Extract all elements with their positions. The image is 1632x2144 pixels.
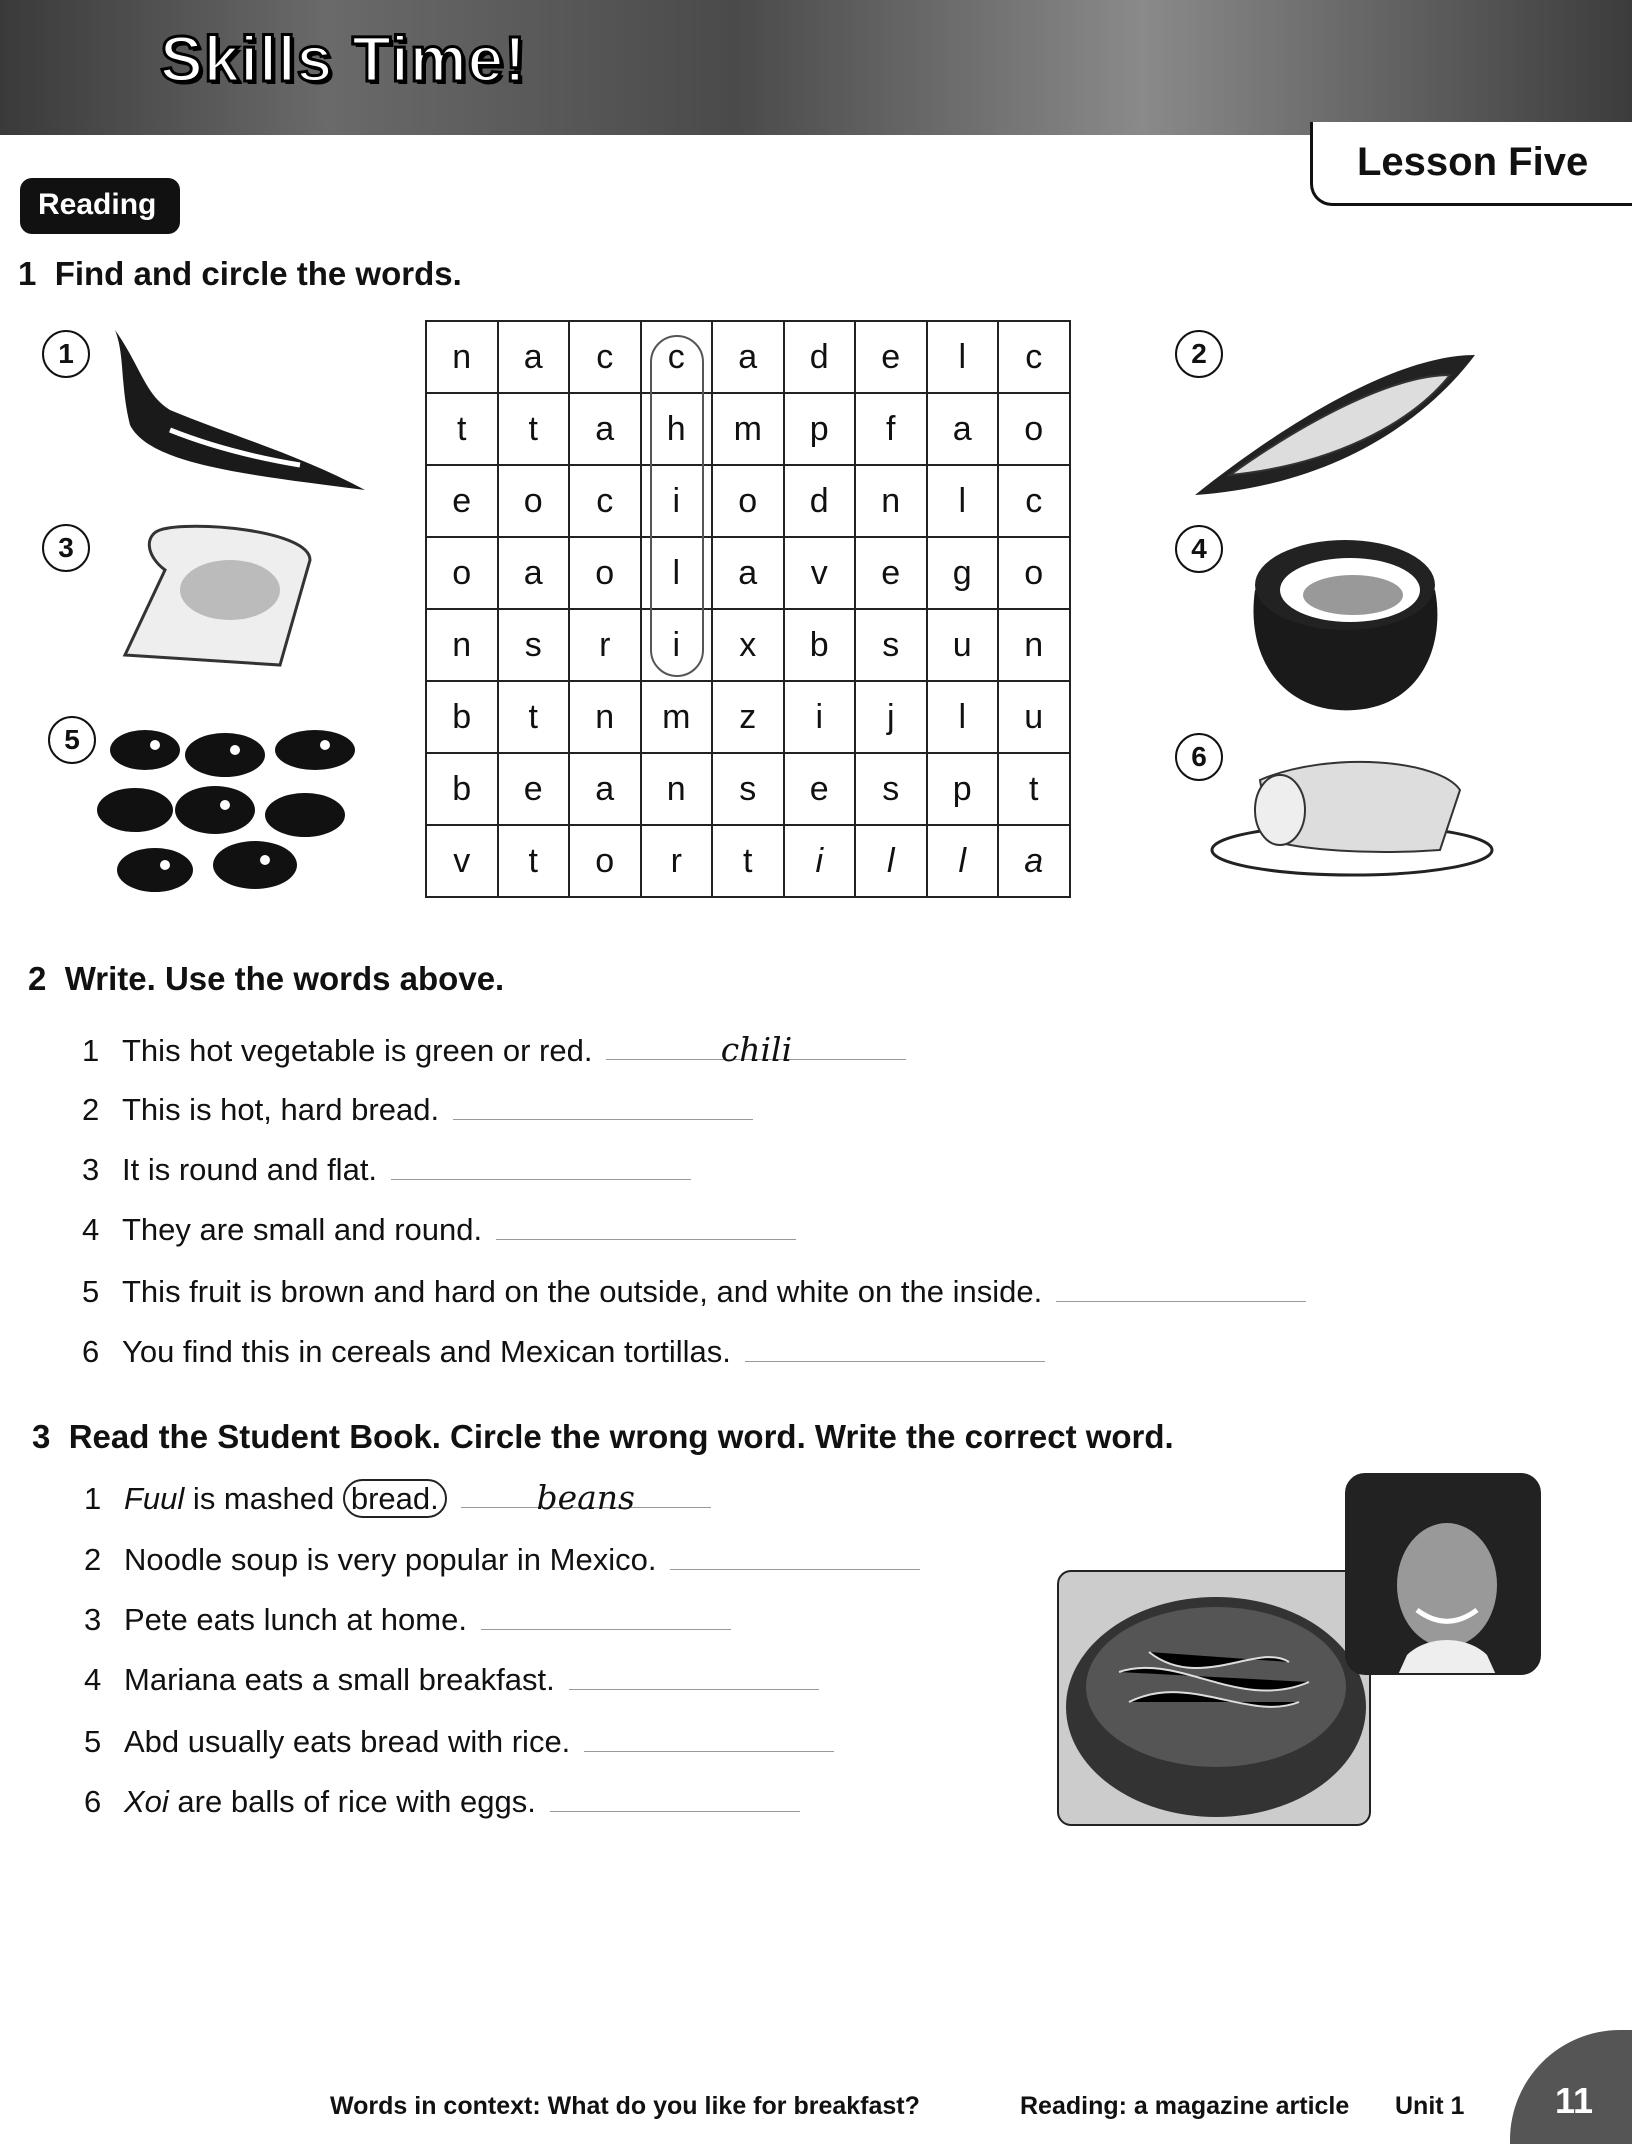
circled-wrong-word[interactable]: bread. — [343, 1479, 447, 1518]
picture-number: 1 — [42, 330, 90, 378]
question-text: This fruit is brown and hard on the outside, and white on the inside. — [122, 1274, 1043, 1309]
exercise3-heading — [32, 1418, 1174, 1456]
page-number: 11 — [1510, 2030, 1632, 2144]
question-number: 3 — [84, 1602, 102, 1637]
grid-cell[interactable]: n — [855, 465, 927, 537]
tortilla-icon — [1210, 740, 1495, 880]
question-item — [82, 1210, 796, 1248]
question-text: You find this in cereals and Mexican tortillas. — [122, 1334, 731, 1369]
grid-cell[interactable]: o — [998, 393, 1070, 465]
grid-cell[interactable]: t — [712, 825, 784, 897]
question-text: They are small and round. — [122, 1212, 483, 1247]
question-number: 3 — [82, 1152, 100, 1187]
grid-cell[interactable]: i — [784, 825, 856, 897]
exercise1-heading — [18, 255, 462, 293]
grid-cell[interactable]: c — [569, 465, 641, 537]
exercise-instruction: Find and circle the words. — [54, 255, 462, 292]
grid-cell[interactable]: l — [927, 825, 999, 897]
question-text: It is round and flat. — [122, 1152, 378, 1187]
question-text: Pete eats lunch at home. — [124, 1602, 467, 1637]
grid-cell[interactable]: n — [998, 609, 1070, 681]
grid-cell[interactable]: c — [569, 321, 641, 393]
exercise-number: 2 — [28, 960, 47, 997]
grid-cell[interactable]: o — [998, 537, 1070, 609]
grid-cell[interactable]: f — [855, 393, 927, 465]
question-item — [84, 1600, 731, 1638]
answer-field[interactable] — [584, 1722, 834, 1752]
grid-cell[interactable]: n — [569, 681, 641, 753]
grid-cell[interactable]: i — [641, 609, 713, 681]
chili-pepper-icon — [100, 325, 375, 505]
answer-field[interactable] — [569, 1660, 819, 1690]
answer-field[interactable] — [481, 1600, 731, 1630]
grid-cell[interactable]: c — [998, 321, 1070, 393]
grid-cell[interactable]: a — [998, 825, 1070, 897]
lesson-tab: Lesson Five — [1310, 122, 1632, 206]
grid-cell[interactable]: t — [498, 825, 570, 897]
grid-cell[interactable]: g — [927, 537, 999, 609]
grid-cell[interactable]: a — [498, 321, 570, 393]
footer-context: Words in context: What do you like for breakfast? — [330, 2092, 920, 2120]
coconut-icon — [1245, 530, 1445, 715]
page-title: Skills Time! — [160, 23, 527, 95]
grid-cell[interactable]: n — [426, 609, 498, 681]
question-text: Mariana eats a small breakfast. — [124, 1662, 555, 1697]
grid-cell[interactable]: u — [998, 681, 1070, 753]
grid-cell[interactable]: a — [712, 321, 784, 393]
grid-cell[interactable]: e — [855, 321, 927, 393]
question-item — [82, 1150, 691, 1188]
question-text: is mashed — [184, 1481, 343, 1516]
grid-cell[interactable]: z — [712, 681, 784, 753]
grid-cell[interactable]: a — [927, 393, 999, 465]
grid-cell[interactable]: c — [641, 321, 713, 393]
grid-cell[interactable]: a — [569, 393, 641, 465]
grid-cell[interactable]: b — [426, 753, 498, 825]
answer-field[interactable] — [550, 1782, 800, 1812]
grid-cell[interactable]: c — [998, 465, 1070, 537]
question-number: 6 — [82, 1334, 100, 1369]
grid-cell[interactable]: u — [927, 609, 999, 681]
beans-icon — [95, 720, 375, 900]
picture-number: 5 — [48, 716, 96, 764]
circled-word-chili — [650, 335, 704, 677]
grid-cell[interactable]: m — [712, 393, 784, 465]
grid-cell[interactable]: p — [927, 753, 999, 825]
grid-cell[interactable]: s — [498, 609, 570, 681]
question-item — [82, 1272, 1306, 1310]
food-name: Fuul — [124, 1481, 185, 1516]
grid-cell[interactable]: j — [855, 681, 927, 753]
question-text: are balls of rice with eggs. — [168, 1784, 536, 1819]
grid-cell[interactable]: a — [498, 537, 570, 609]
grid-cell[interactable]: o — [498, 465, 570, 537]
question-text: This is hot, hard bread. — [122, 1092, 440, 1127]
picture-number: 4 — [1175, 525, 1223, 573]
answer-field[interactable]: beans — [461, 1478, 711, 1508]
grid-row — [426, 537, 1070, 609]
grid-cell[interactable]: l — [927, 321, 999, 393]
question-item — [82, 1332, 1045, 1370]
grid-cell[interactable]: o — [569, 537, 641, 609]
grid-row — [426, 321, 1070, 393]
grid-cell[interactable]: x — [712, 609, 784, 681]
grid-cell[interactable]: e — [855, 537, 927, 609]
answer-field[interactable] — [496, 1210, 796, 1240]
answer-field[interactable] — [453, 1090, 753, 1120]
exercise-instruction: Write. Use the words above. — [64, 960, 505, 997]
answer-field[interactable]: chili — [606, 1030, 906, 1060]
grid-cell[interactable]: d — [784, 321, 856, 393]
answer-field[interactable] — [670, 1540, 920, 1570]
grid-cell[interactable]: l — [855, 825, 927, 897]
section-badge: Reading — [20, 178, 180, 234]
grid-cell[interactable]: b — [426, 681, 498, 753]
grid-row — [426, 609, 1070, 681]
grid-cell[interactable]: s — [855, 609, 927, 681]
grid-cell[interactable]: l — [927, 465, 999, 537]
grid-cell[interactable]: o — [426, 537, 498, 609]
grid-cell[interactable]: n — [641, 753, 713, 825]
grid-cell[interactable]: v — [784, 537, 856, 609]
grid-cell[interactable]: b — [784, 609, 856, 681]
grid-cell[interactable]: l — [641, 537, 713, 609]
question-item — [84, 1660, 819, 1698]
question-item — [82, 1030, 906, 1069]
grid-cell[interactable]: t — [998, 753, 1070, 825]
grid-cell[interactable]: a — [712, 537, 784, 609]
corn-icon — [1190, 335, 1480, 505]
grid-row — [426, 465, 1070, 537]
grid-row — [426, 753, 1070, 825]
exercise2-heading — [28, 960, 504, 998]
question-number: 2 — [84, 1542, 102, 1577]
grid-cell[interactable]: s — [712, 753, 784, 825]
grid-cell[interactable]: m — [641, 681, 713, 753]
question-number: 5 — [84, 1724, 102, 1759]
grid-cell[interactable]: e — [784, 753, 856, 825]
question-text: Noodle soup is very popular in Mexico. — [124, 1542, 657, 1577]
answer-field[interactable] — [745, 1332, 1045, 1362]
question-number: 4 — [82, 1212, 100, 1247]
answer-field[interactable] — [391, 1150, 691, 1180]
grid-cell[interactable]: n — [426, 321, 498, 393]
question-number: 1 — [84, 1481, 102, 1516]
toast-icon — [120, 520, 325, 670]
question-number: 4 — [84, 1662, 102, 1697]
exercise-number: 1 — [18, 255, 37, 292]
question-number: 6 — [84, 1784, 102, 1819]
picture-number: 6 — [1175, 733, 1223, 781]
question-item — [84, 1782, 800, 1820]
picture-number: 2 — [1175, 330, 1223, 378]
grid-cell[interactable]: s — [855, 753, 927, 825]
grid-cell[interactable]: h — [641, 393, 713, 465]
question-text: This hot vegetable is green or red. — [122, 1033, 593, 1068]
question-item — [84, 1540, 920, 1578]
girl-portrait-photo — [1345, 1473, 1541, 1675]
grid-cell[interactable]: i — [784, 681, 856, 753]
answer-field[interactable] — [1056, 1272, 1306, 1302]
grid-cell[interactable]: t — [426, 393, 498, 465]
grid-cell[interactable]: r — [641, 825, 713, 897]
question-number: 1 — [82, 1033, 100, 1068]
question-number: 2 — [82, 1092, 100, 1127]
word-search-grid — [425, 320, 1071, 898]
grid-row — [426, 825, 1070, 897]
question-item — [84, 1478, 711, 1517]
footer-unit: Unit 1 — [1395, 2092, 1465, 2120]
grid-cell[interactable]: o — [712, 465, 784, 537]
grid-cell[interactable]: a — [569, 753, 641, 825]
question-number: 5 — [82, 1274, 100, 1309]
grid-cell[interactable]: v — [426, 825, 498, 897]
grid-cell[interactable]: t — [498, 681, 570, 753]
grid-cell[interactable]: e — [498, 753, 570, 825]
grid-cell[interactable]: p — [784, 393, 856, 465]
grid-cell[interactable]: l — [927, 681, 999, 753]
grid-row — [426, 393, 1070, 465]
question-text: Abd usually eats bread with rice. — [124, 1724, 571, 1759]
picture-number: 3 — [42, 524, 90, 572]
grid-cell[interactable]: o — [569, 825, 641, 897]
exercise-instruction: Read the Student Book. Circle the wrong word. Write the correct word. — [68, 1418, 1174, 1455]
footer-reading: Reading: a magazine article — [1020, 2092, 1350, 2120]
grid-cell[interactable]: d — [784, 465, 856, 537]
question-item — [84, 1722, 834, 1760]
noodle-soup-photo — [1057, 1570, 1371, 1826]
grid-row — [426, 681, 1070, 753]
grid-cell[interactable]: r — [569, 609, 641, 681]
food-name: Xoi — [124, 1784, 169, 1819]
exercise-number: 3 — [32, 1418, 51, 1455]
grid-cell[interactable]: i — [641, 465, 713, 537]
grid-cell[interactable]: t — [498, 393, 570, 465]
question-item — [82, 1090, 753, 1128]
grid-cell[interactable]: e — [426, 465, 498, 537]
